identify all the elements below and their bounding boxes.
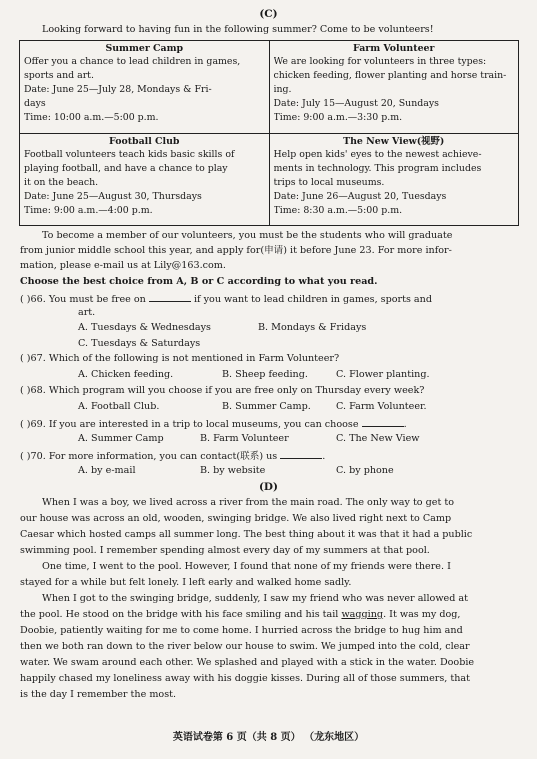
cell-line: trips to local museums.	[273, 176, 385, 188]
text-span: the pool. He stood on the bridge with his face smiling and his tail	[20, 609, 339, 620]
option-c: C. Flower planting.	[336, 369, 430, 380]
option-a: A. Football Club.	[78, 401, 160, 412]
cell-line: ing.	[273, 84, 292, 95]
option-a: A. Summer Camp	[78, 433, 164, 444]
cell-line: Date: June 25—July 28, Mondays & Fri-	[24, 84, 212, 95]
option-b: B. Farm Volunteer	[200, 433, 289, 444]
section-c-intro: Looking forward to having fun in the following summer? Come to be volunteers!	[42, 24, 434, 35]
question-text: ( )66. You must be free on	[20, 294, 146, 305]
question-69	[20, 417, 520, 431]
cell-line: ments in technology. This program includes	[273, 162, 482, 174]
paragraph-line: To become a member of our volunteers, you must be the students who will graduate	[42, 230, 453, 241]
cell-line: Time: 9:00 a.m.—3:30 p.m.	[273, 112, 403, 123]
paragraph-line: One time, I went to the pool. However, I found that none of my friends were there. I	[42, 561, 451, 572]
paragraph-line: Caesar which hosted camps all summer long. The best thing about it was that it had a public	[20, 529, 473, 540]
page-footer: 英语试卷第 6 页（共 8 页） （龙东地区）	[172, 732, 365, 743]
question-text: if you want to lead children in games, sports and	[193, 294, 432, 305]
cell-line: Help open kids' eyes to the newest achieve-	[273, 148, 482, 160]
paragraph-line: mation, please e-mail us at Lily@163.com.	[20, 260, 226, 271]
underlined-word: wagging	[341, 609, 384, 620]
text-span: . It was my dog,	[383, 609, 461, 620]
cell-line: Time: 8:30 a.m.—5:00 p.m.	[273, 204, 403, 216]
paragraph-line: When I got to the swinging bridge, suddenly, I saw my friend who was never allowed at	[42, 593, 468, 604]
cell-summer-camp	[20, 41, 270, 134]
cell-line: Date: June 26—August 20, Tuesdays	[273, 190, 447, 202]
cell-line: Offer you a chance to lead children in games,	[24, 56, 241, 67]
question-66	[20, 292, 520, 306]
option-c: C. by phone	[336, 465, 394, 476]
answer-blank[interactable]	[362, 417, 404, 427]
cell-line: chicken feeding, flower planting and horse train-	[273, 70, 507, 81]
option-b: B. Summer Camp.	[222, 401, 311, 412]
cell-line: sports and art.	[24, 70, 94, 81]
question-text: .	[322, 451, 326, 462]
option-b: B. Sheep feeding.	[222, 369, 308, 380]
section-d-label: (D)	[258, 481, 279, 493]
section-c-label: (C)	[259, 8, 278, 20]
option-c: C. Farm Volunteer.	[336, 401, 427, 412]
question-text: .	[403, 419, 407, 430]
question-text: ( )70. For more information, you can contact(联系) us	[20, 451, 278, 462]
option-a: A. Chicken feeding.	[78, 369, 174, 380]
cell-title: Farm Volunteer	[353, 43, 435, 54]
question-70	[20, 449, 520, 463]
question-67: ( )67. Which of the following is not mentioned in Farm Volunteer?	[20, 353, 340, 364]
option-a: A. by e-mail	[78, 465, 136, 476]
paragraph-line: from junior middle school this year, and apply for(申请) it before June 23. For more infor-	[20, 245, 452, 256]
paragraph-line	[20, 609, 520, 621]
cell-line: Date: June 25—August 30, Thursdays	[24, 190, 202, 202]
answer-blank[interactable]	[280, 449, 322, 459]
cell-football-club	[20, 133, 270, 226]
cell-line: We are looking for volunteers in three types:	[273, 56, 487, 67]
paragraph-line: happily chased my loneliness away with his doggie kisses. During all of those summers, that	[20, 673, 470, 684]
option-b: B. Mondays & Fridays	[258, 322, 367, 333]
question-text: art.	[78, 307, 96, 318]
paragraph-line: our house was across an old, wooden, swinging bridge. We also lived right next to Camp	[20, 513, 452, 524]
cell-line: Time: 10:00 a.m.—5:00 p.m.	[24, 112, 159, 123]
cell-title: Summer Camp	[105, 43, 184, 54]
paragraph-line: When I was a boy, we lived across a river from the main road. The only way to get to	[42, 497, 454, 508]
cell-line: days	[24, 98, 46, 109]
paragraph-line: is the day I remember the most.	[20, 689, 177, 700]
option-b: B. by website	[200, 465, 266, 476]
paragraph-line: then we both ran down to the river below our house to swim. We jumped into the cold, clear	[20, 641, 470, 652]
cell-title: Football Club	[109, 135, 180, 147]
volunteer-table	[19, 40, 519, 226]
paragraph-line: Doobie, patiently waiting for me to come home. I hurried across the bridge to hug him and	[20, 625, 463, 636]
paragraph-line: water. We swam around each other. We splashed and played with a stick in the water. Doobie	[20, 657, 475, 668]
cell-line: Time: 9:00 a.m.—4:00 p.m.	[24, 204, 153, 216]
answer-blank[interactable]	[149, 292, 191, 302]
question-68: ( )68. Which program will you choose if you are free only on Thursday every week?	[20, 385, 425, 396]
cell-line: playing football, and have a chance to play	[24, 162, 228, 174]
question-text: ( )69. If you are interested in a trip to local museums, you can choose	[20, 419, 359, 430]
instruction: Choose the best choice from A, B or C according to what you read.	[20, 276, 378, 287]
paragraph-line: stayed for a while but felt lonely. I left early and walked home sadly.	[20, 577, 352, 588]
cell-line: it on the beach.	[24, 176, 99, 188]
cell-line: Football volunteers teach kids basic skills of	[24, 148, 235, 160]
option-c: C. The New View	[336, 433, 420, 444]
cell-line: Date: July 15—August 20, Sundays	[273, 98, 439, 109]
cell-farm-volunteer	[269, 41, 519, 134]
cell-title: The New View(视野)	[343, 135, 445, 147]
paragraph-line: swimming pool. I remember spending almost every day of my summers at that pool.	[20, 545, 430, 556]
option-c: C. Tuesdays & Saturdays	[78, 338, 201, 349]
cell-new-view	[269, 133, 519, 226]
option-a: A. Tuesdays & Wednesdays	[78, 322, 211, 333]
